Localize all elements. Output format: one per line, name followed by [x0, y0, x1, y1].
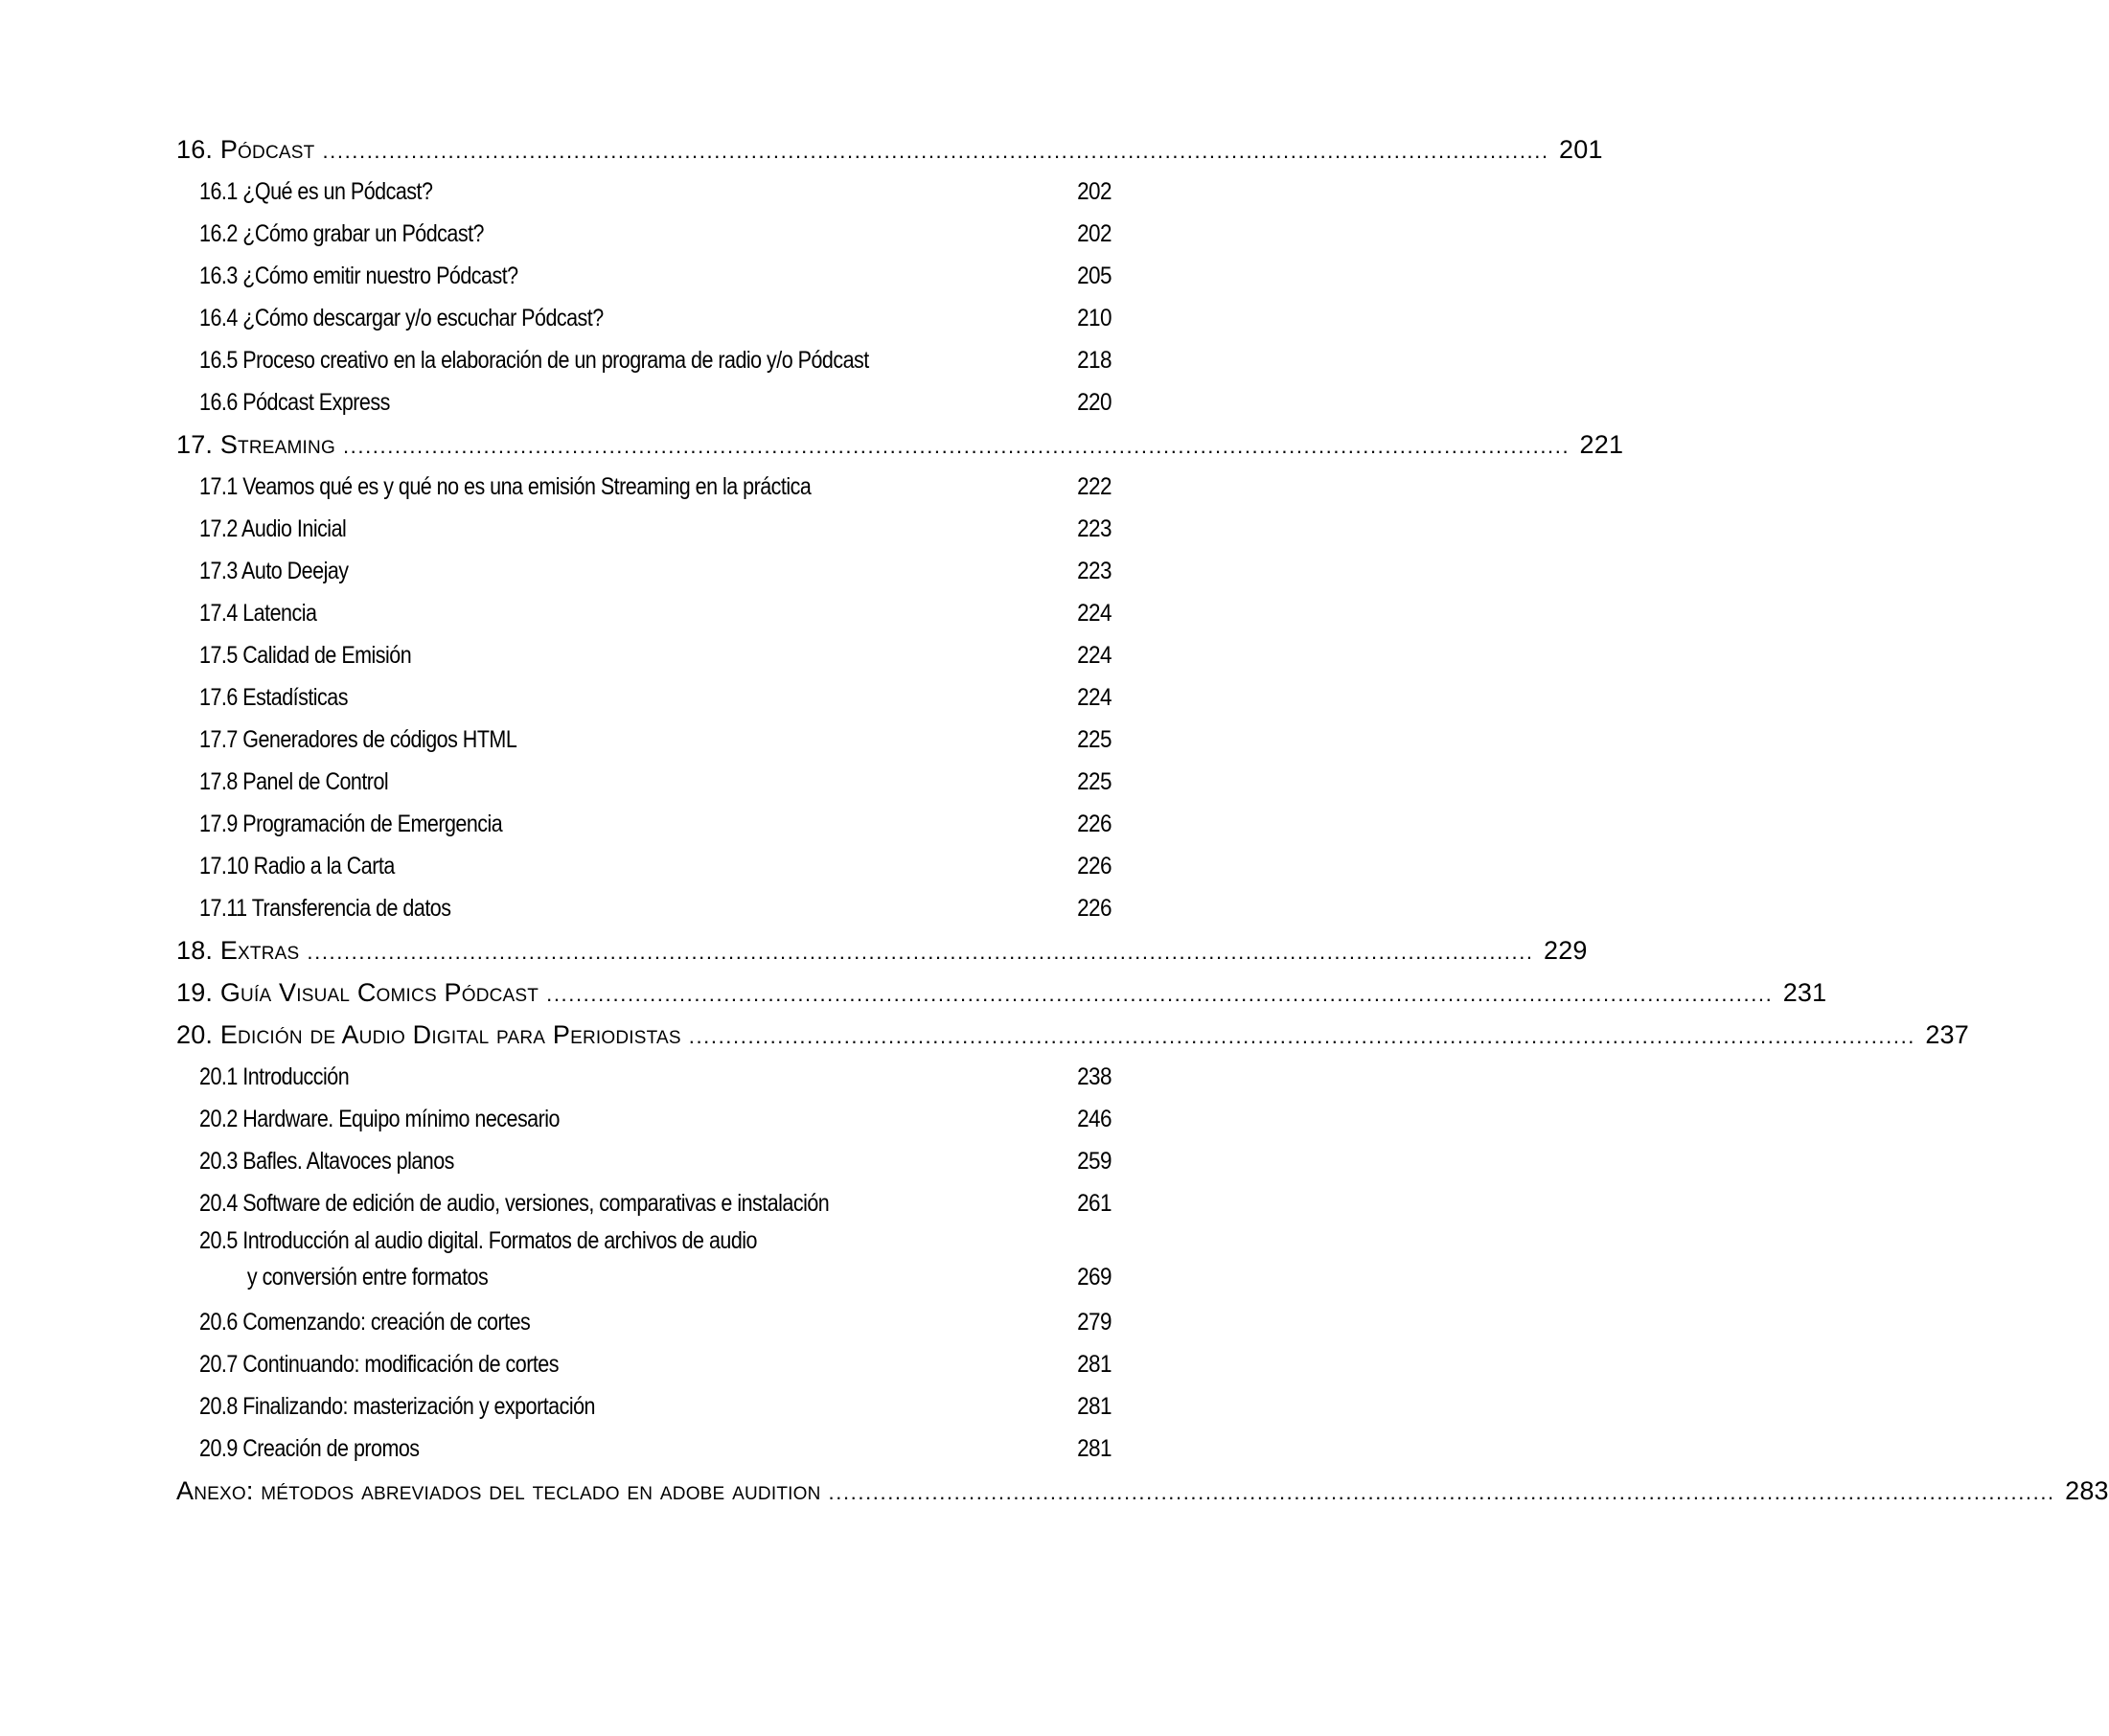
page-number: 226	[1077, 894, 1112, 922]
page-number: 202	[1077, 219, 1112, 247]
table-of-contents	[176, 128, 2109, 1512]
chapter-title	[176, 135, 314, 165]
chapter-title-text: Anexo: métodos abreviados del teclado en adobe audition	[176, 1475, 821, 1505]
section-title: 17.7 Generadores de códigos HTML	[199, 725, 517, 753]
dot-leader: ......................................................................................................................................................................	[342, 434, 1570, 458]
section-title-line-2: y conversión entre formatos	[246, 1264, 489, 1291]
toc-section-row	[176, 803, 1112, 845]
section-title: 16.6 Pódcast Express	[199, 388, 390, 416]
section-title: 16.4 ¿Cómo descargar y/o escuchar Pódcast?	[199, 304, 604, 331]
chapter-number: 20.	[176, 1019, 214, 1049]
section-title: 16.1 ¿Qué es un Pódcast?	[199, 177, 433, 205]
toc-section-row	[176, 171, 1112, 213]
toc-section-row	[176, 381, 1112, 423]
chapter-title	[176, 1020, 681, 1050]
chapter-title	[176, 1476, 821, 1506]
page-number: 220	[1077, 388, 1112, 416]
page-number: 238	[1077, 1062, 1112, 1090]
toc-section-row	[176, 592, 1112, 634]
page-number: 226	[1077, 810, 1112, 837]
section-title: 17.10 Radio a la Carta	[199, 852, 395, 879]
toc-section-row	[176, 761, 1112, 803]
page-number: 225	[1077, 725, 1112, 753]
page-number: 281	[1077, 1392, 1112, 1420]
chapter-title-text: Guía Visual Comics Pódcast	[219, 977, 539, 1007]
section-title: 16.5 Proceso creativo en la elaboración de un programa de radio y/o Pódcast	[199, 346, 869, 374]
section-title: 17.6 Estadísticas	[199, 683, 348, 711]
toc-section-row	[176, 676, 1112, 719]
section-title: 17.11 Transferencia de datos	[199, 894, 451, 922]
page-number: 224	[1077, 683, 1112, 711]
toc-section-row	[176, 550, 1112, 592]
page-number: 205	[1077, 262, 1112, 289]
section-title: 17.4 Latencia	[199, 599, 317, 627]
section-title: 17.5 Calidad de Emisión	[199, 641, 412, 669]
toc-chapter-row	[176, 1470, 2109, 1512]
section-title-line-1: 20.5 Introducción al audio digital. Formatos de archivos de audio	[199, 1227, 757, 1254]
page-number: 229	[1544, 935, 1588, 965]
dot-leader: ......................................................................................................................................................................	[307, 940, 1534, 964]
chapter-number: 18.	[176, 935, 214, 965]
page-number: 222	[1077, 472, 1112, 500]
page-number: 281	[1077, 1434, 1112, 1462]
toc-section-row	[176, 339, 1112, 381]
section-title: 20.1 Introducción	[199, 1062, 350, 1090]
chapter-title-text: Extras	[219, 935, 300, 965]
page-number: 221	[1579, 429, 1624, 459]
toc-section-row	[176, 719, 1112, 761]
section-title: 17.3 Auto Deejay	[199, 557, 349, 584]
toc-section-row	[176, 1056, 1112, 1098]
toc-section-row	[176, 466, 1112, 508]
section-title: 17.1 Veamos qué es y qué no es una emisión Streaming en la práctica	[199, 472, 812, 500]
toc-chapter-row	[176, 971, 1827, 1014]
page-number: 218	[1077, 346, 1112, 374]
section-title: 16.2 ¿Cómo grabar un Pódcast?	[199, 219, 484, 247]
toc-chapter-row	[176, 1014, 1969, 1056]
page-number: 223	[1077, 557, 1112, 584]
toc-section-row	[176, 1385, 1112, 1428]
toc-section-row	[176, 1182, 1112, 1224]
section-title: 20.7 Continuando: modificación de cortes	[199, 1350, 559, 1378]
section-title	[199, 1222, 757, 1295]
toc-section-row	[176, 1224, 1112, 1301]
page-number: 269	[1077, 1264, 1112, 1291]
section-title: 20.3 Bafles. Altavoces planos	[199, 1147, 454, 1175]
toc-section-row	[176, 1140, 1112, 1182]
page-number: 226	[1077, 852, 1112, 879]
toc-section-row	[176, 1098, 1112, 1140]
toc-section-row	[176, 255, 1112, 297]
chapter-title	[176, 936, 299, 966]
chapter-title-text: Edición de Audio Digital para Periodistas	[219, 1019, 681, 1049]
page-number: 224	[1077, 599, 1112, 627]
toc-chapter-row	[176, 128, 1603, 171]
page-number: 202	[1077, 177, 1112, 205]
toc-chapter-row	[176, 929, 1588, 971]
chapter-number: 19.	[176, 977, 214, 1007]
page-number: 231	[1782, 977, 1827, 1007]
chapter-title-text: Pódcast	[219, 134, 315, 164]
page-number: 237	[1925, 1019, 1969, 1049]
toc-section-row	[176, 1301, 1112, 1343]
page-number: 224	[1077, 641, 1112, 669]
page-number: 225	[1077, 767, 1112, 795]
section-title: 20.4 Software de edición de audio, versiones, comparativas e instalación	[199, 1189, 830, 1217]
section-title: 17.8 Panel de Control	[199, 767, 389, 795]
section-title: 17.2 Audio Inicial	[199, 514, 347, 542]
toc-section-row	[176, 297, 1112, 339]
page-number: 246	[1077, 1105, 1112, 1132]
chapter-number: 17.	[176, 429, 214, 459]
toc-section-row	[176, 845, 1112, 887]
toc-section-row	[176, 634, 1112, 676]
section-title: 20.9 Creación de promos	[199, 1434, 420, 1462]
dot-leader: ......................................................................................................................................................................	[688, 1024, 1915, 1048]
chapter-title	[176, 430, 335, 460]
page-number: 201	[1559, 134, 1603, 164]
page-number: 261	[1077, 1189, 1112, 1217]
toc-section-row	[176, 1428, 1112, 1470]
dot-leader: ......................................................................................................................................................................	[322, 139, 1549, 163]
toc-section-row	[176, 213, 1112, 255]
toc-chapter-row	[176, 423, 1624, 466]
chapter-title-text: Streaming	[219, 429, 335, 459]
page-number: 223	[1077, 514, 1112, 542]
dot-leader: ......................................................................................................................................................................	[828, 1480, 2055, 1504]
page-number: 283	[2065, 1475, 2109, 1505]
section-title: 17.9 Programación de Emergencia	[199, 810, 503, 837]
page-number: 259	[1077, 1147, 1112, 1175]
section-title: 20.2 Hardware. Equipo mínimo necesario	[199, 1105, 560, 1132]
dot-leader: ......................................................................................................................................................................	[546, 982, 1774, 1006]
page-number: 279	[1077, 1308, 1112, 1336]
section-title: 20.6 Comenzando: creación de cortes	[199, 1308, 531, 1336]
toc-section-row	[176, 887, 1112, 929]
chapter-number: 16.	[176, 134, 214, 164]
chapter-title	[176, 978, 539, 1008]
toc-section-row	[176, 508, 1112, 550]
toc-section-row	[176, 1343, 1112, 1385]
page-number: 281	[1077, 1350, 1112, 1378]
section-title: 20.8 Finalizando: masterización y exportación	[199, 1392, 595, 1420]
page-number: 210	[1077, 304, 1112, 331]
section-title: 16.3 ¿Cómo emitir nuestro Pódcast?	[199, 262, 518, 289]
